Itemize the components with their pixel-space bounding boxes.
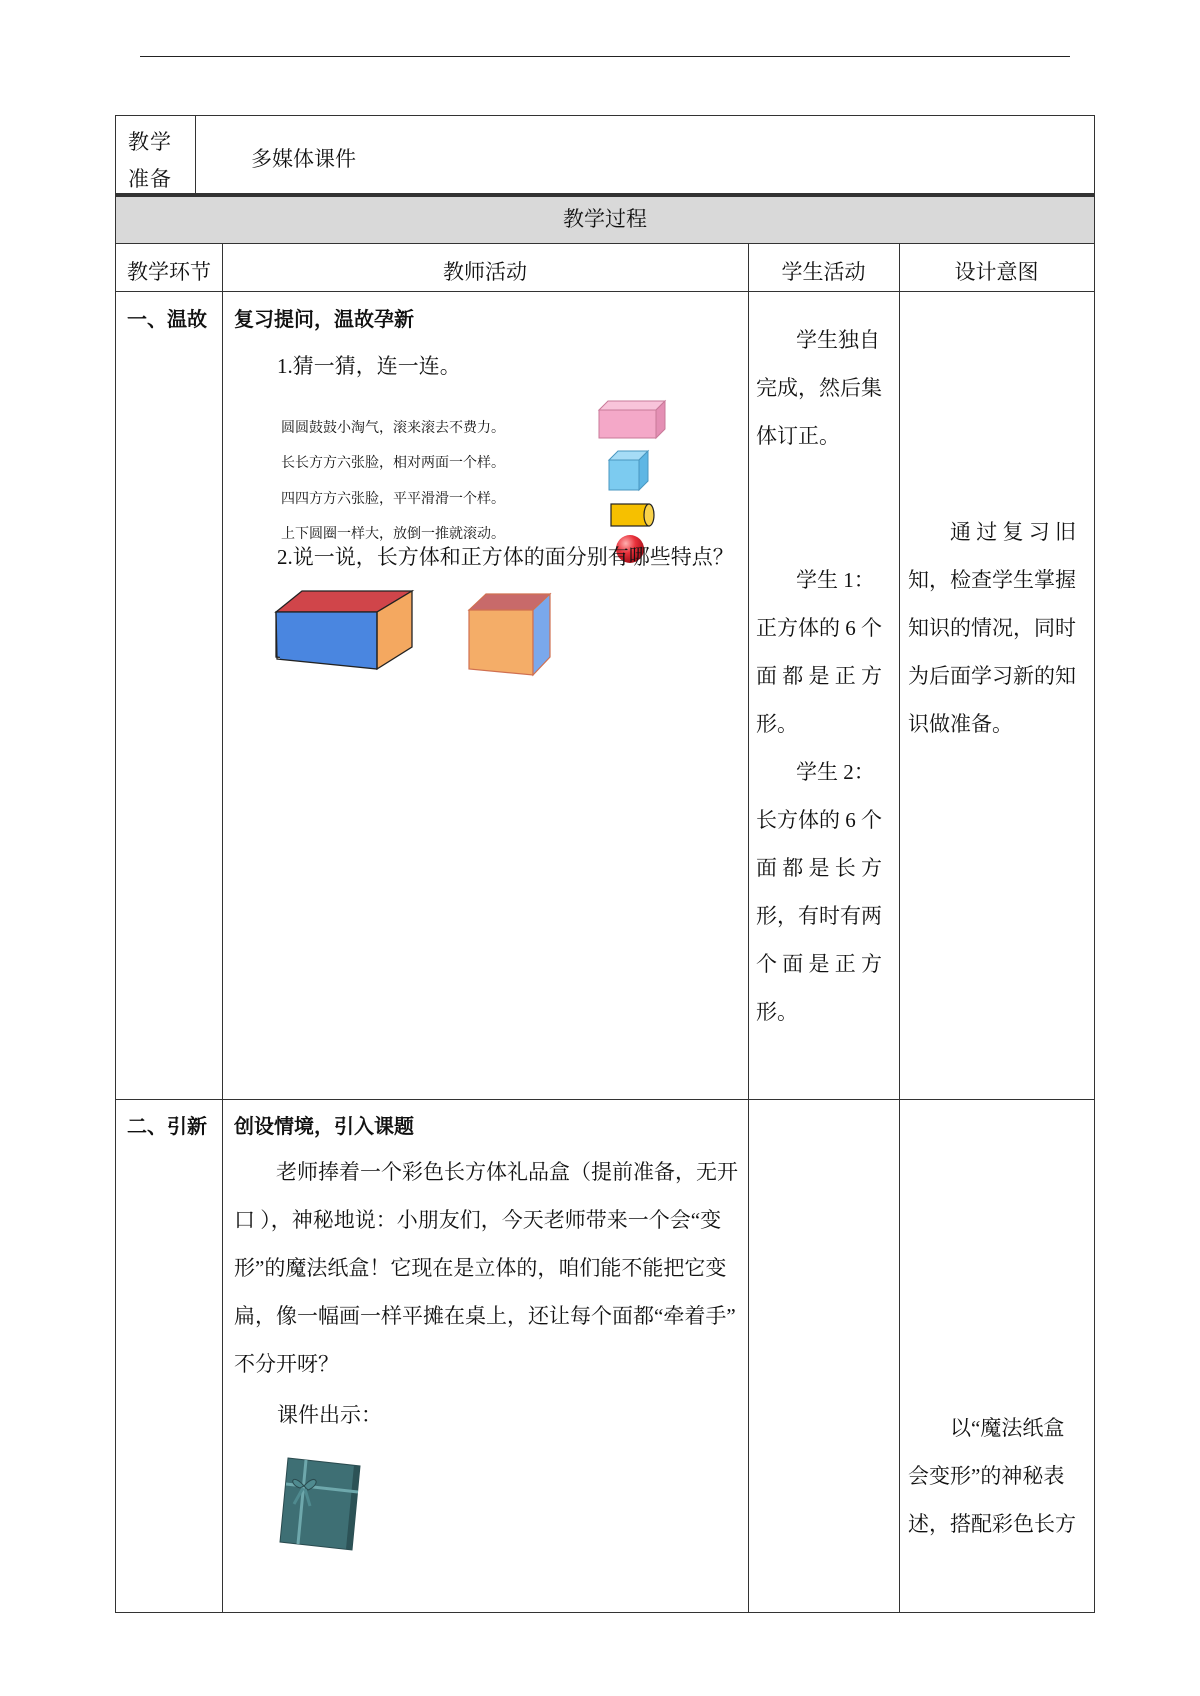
section2-teacher-paragraph [234,1148,740,1388]
student-line: 学生独自 [796,328,880,352]
student-line: 面 都 是 长 方 [756,856,882,880]
design-line: 述，搭配彩色长方 [908,1512,1076,1536]
paragraph-line: 口 ），神秘地说：小朋友们，今天老师带来一个会“变 [234,1208,722,1232]
riddle-line: 长长方方六张脸，相对两面一个样。 [281,455,505,471]
process-table [115,243,1095,1613]
paragraph-line: 不分开呀？ [234,1352,339,1376]
student-line: 长方体的 6 个 [756,808,882,832]
section1-design-intent [908,508,1088,748]
paragraph-line: 扁，像一幅画一样平摊在桌上，还让每个面都“牵着手” [234,1304,736,1328]
section1-student2 [756,748,892,1036]
section2-courseware: 课件出示： [277,1403,382,1427]
section1-title: 复习提问，温故孕新 [234,307,414,331]
section1-stage: 一、温故 [127,307,207,331]
cyan-cube-icon [609,451,648,490]
cuboid-icon [276,591,412,669]
section1-student1 [756,556,892,748]
column-divider [222,244,223,1612]
cube-icon [469,594,550,675]
riddle-line: 上下圆圈一样大，放倒一推就滚动。 [281,526,505,542]
column-header-teacher: 教师活动 [443,260,527,284]
preparation-label-line2: 准备 [128,167,172,191]
gift-box-icon [280,1458,360,1550]
column-divider [748,244,749,1612]
riddle-line: 四四方方六张脸，平平滑滑一个样。 [281,491,505,507]
cylinder-icon [611,504,654,526]
student-line: 学生 2： [796,760,875,784]
design-line: 为后面学习新的知 [908,664,1076,688]
process-banner: 教学过程 [115,194,1095,244]
section1-q2: 2.说一说，长方体和正方体的面分别有哪些特点？ [277,545,734,569]
student-line: 学生 1： [796,568,875,592]
design-line: 识做准备。 [908,712,1013,736]
riddle-line: 圆圆鼓鼓小淘气，滚来滚去不费力。 [281,420,505,436]
design-line: 通 过 复 习 旧 [950,520,1076,544]
student-line: 形，有时有两 [756,904,882,928]
section2-title: 创设情境，引入课题 [234,1114,414,1138]
student-line: 面 都 是 正 方 [756,664,882,688]
design-line: 知识的情况，同时 [908,616,1076,640]
column-header-student: 学生活动 [781,260,866,284]
cuboid-and-cube-figure [274,589,574,679]
student-line: 形。 [756,712,798,736]
row-divider [116,291,1094,292]
header-rule [140,56,1070,57]
design-line: 会变形”的神秘表 [908,1464,1065,1488]
student-line: 正方体的 6 个 [756,616,882,640]
student-line: 完成，然后集 [756,376,882,400]
row-divider [116,1099,1094,1100]
pink-cuboid-icon [599,401,665,438]
matching-shapes-figure [596,394,686,564]
gift-box-figure [276,1454,366,1554]
paragraph-line: 老师捧着一个彩色长方体礼品盒（提前准备，无开 [276,1160,738,1184]
column-divider [899,244,900,1612]
section2-design-intent [908,1404,1088,1548]
preparation-value: 多媒体课件 [251,147,356,171]
preparation-label [116,116,196,193]
column-header-design: 设计意图 [954,260,1039,284]
design-line: 知，检查学生掌握 [908,568,1076,592]
student-line: 体订正。 [756,424,840,448]
student-line: 形。 [756,1000,798,1024]
section2-stage: 二、引新 [127,1114,207,1138]
student-line: 个 面 是 正 方 [756,952,882,976]
design-line: 以“魔法纸盒 [950,1416,1065,1440]
preparation-table [115,115,1095,194]
section1-student-activity [756,316,892,460]
preparation-label-line1: 教学 [128,130,172,154]
column-header-stage: 教学环节 [127,260,211,284]
section1-q1: 1.猜一猜，连一连。 [277,354,461,378]
paragraph-line: 形”的魔法纸盒！它现在是立体的，咱们能不能把它变 [234,1256,727,1280]
